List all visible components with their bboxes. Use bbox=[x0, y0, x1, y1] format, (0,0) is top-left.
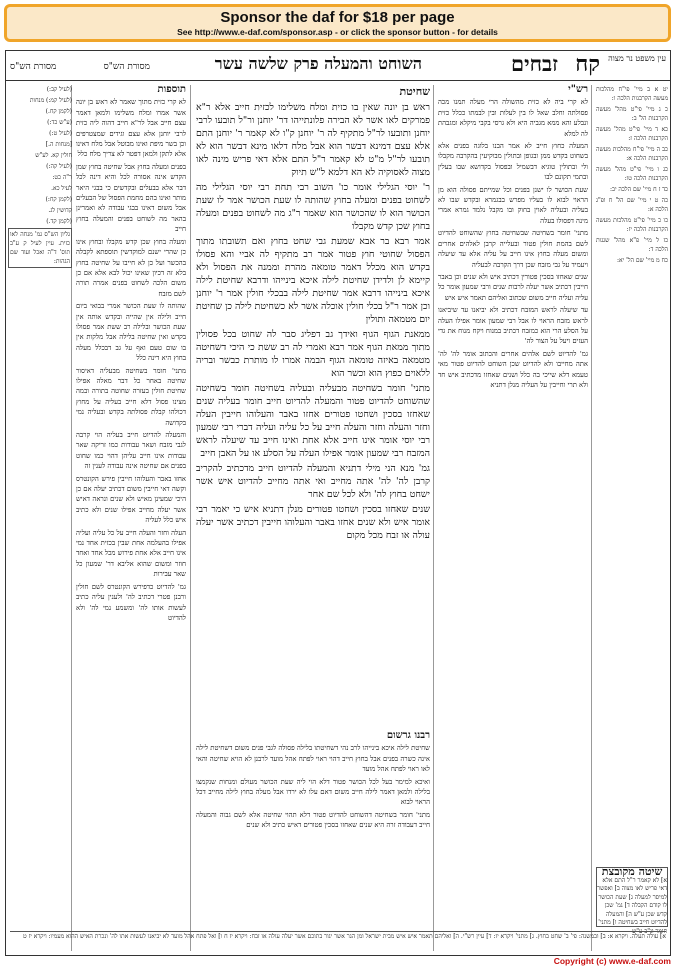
rashi-column bbox=[438, 85, 588, 951]
rashi-paragraph: שנים שאחזו בסכין פטורין דכתיב איש ולא שנים וכן באבר חייבין דכתיב אשר יעלה לרבות שנים ורבי שמעון אומר כל עליה ועליה חייב משום שכתוב ואליהם תאמר איש איש bbox=[438, 272, 588, 302]
margin-ref: (לעיל קב:) bbox=[46, 86, 72, 93]
gemara-paragraph: גמ' מנא הני מילי דתניא והמעלה להדיוט חייב מדכתיב להקריב קרבן לה' לה' אתה מחייב ואי אתה מחייב להדיוט איש אשר ישחט בחוץ לה' ולא לכל שם אחר bbox=[196, 463, 430, 500]
gemara-opening-word: שחיטת bbox=[399, 85, 430, 98]
rashi-label: רש"י bbox=[568, 84, 588, 95]
margin-ref: חולין קא. לע"ש bbox=[35, 152, 72, 159]
margin-ref: קדושין לג. bbox=[48, 207, 72, 214]
rashi-paragraph: המעלה כחוץ חייב לא אמר הבנו בלוגה בפנים אלא בשחוט בקדש ממן ובגופן ובתולין מבוקיעין בהקרבה מקבלו ולי ובתולין טוגיא דבשמיל ובפסול בקדושא שבו בעלין ובתמי תקונם לבו bbox=[438, 142, 588, 182]
note-entry: כז ל מיי' פ"א מהל' שגגות הלכה ד: bbox=[596, 237, 668, 253]
masechta-title: זבחים bbox=[510, 51, 558, 76]
tosafot-paragraph: העלה וחזר והעלה חייב על כל עליה ועליה אפילו בהעלמה אחת שבין בכזית אחד נמי אינו חייב אלא אחת פירוש מכל אחד ואחד חוזר ומשום שהוא אליבא דר' שמעון כל שאר עבירות bbox=[76, 528, 186, 579]
shita-mekubetzet-box bbox=[596, 865, 668, 935]
rashi-paragraph: עד שיעלה לראש המזבח דכתיב ולא יביאנו עד שיביאנו לראש מזבח הראוי לו אבל רבי שמעון אומר אפילו העלה על הסלע הרי הוא כמזבח דכתיב במנוח ויקח מנוח את גדי העזים ויעל על הצור לה' bbox=[438, 306, 588, 346]
ein-mishpat-column bbox=[596, 85, 668, 885]
tosafot-paragraph: אחזו באבר והעלוהו חייבין פירש הקונטרס וקשה דאי חייבין משום דכתיב יעלה אם כן היכי שמעינן מאיש ולא שנים ונראה דאיש אשר יעלה מחייב אפילו שנים ולא כתיב איש כלל לעליה bbox=[76, 474, 186, 525]
margin-ref: (לעיל קמ:) מנחות bbox=[29, 97, 72, 104]
column-divider bbox=[591, 85, 592, 951]
sponsor-title[interactable]: Sponsor the daf for $18 per page bbox=[220, 9, 455, 26]
gemara-paragraph: ר' יוסי הגלילי אומר כו' השוב רבי תחת רבי יוסי הגלילי מה לשחוט בפנים ומעלה בחוץ שהותה לו שעת הכושר אמר לו שעת הכושר הוא לו שהכושר הוא שאמר ר"ג מה לשחוט בפנים ומעלה בחוץ שכן קדש מקבלו bbox=[196, 182, 430, 232]
gershom-paragraph: שחיטת לילה איכא בינייהו לרב נהי דשחיטתו בלילה פסולה לגבי פנים משום דשחיטת לילה אינה כשרה בפנים אבל בחוץ חייב דהוי ראוי לפתח אהל מועד לרבנן לא הויא שחיטה והאי לאו ראוי לפתח אהל מועד bbox=[196, 744, 430, 774]
sponsor-banner[interactable] bbox=[4, 4, 671, 42]
gemara-paragraph: שנים שאחזו בסכין ושחטו פטורים מנלן דתניא איש כי יאמר רבי אומר איש ולא שנים אחזו באבר והעלוהו חייבין דכתיב אשר יעלה עולה או זבח מכל מקום bbox=[196, 504, 430, 541]
gemara-paragraph: מתני' חומר בשחיטה מבעליה ובעליה בשחיטה חומר בשחיטה שהשוחט להדיוט פטור והמעלה להדיוט חייב חומר בעליה שנים שאחזו בסכין ושחטו פטורים אחזו באבר והעלוהו חייבין העלה וחזר והעלה וחזר והעלה חייב על כל עליה ועליה דברי רבי שמעון רבי יוסי אומר אינו חייב אלא אחת ואינו חייב עד שיעלה לראש המזבח רבי שמעון אומר אפילו העלה על הסלע או על האבן חייב bbox=[196, 383, 430, 459]
rabbeinu-gershom-label: רבנו גרשום bbox=[386, 730, 430, 741]
gershom-paragraph: ואיכא למימר בעל לכל הכושר פטור דלא הוי ליה שעת הכושר מעולם ומנחות שנקמצו בלילה ולמאן דאמר לילה חייב משום דאם עלו לא ירדו אבל מעלה בחוץ לילה מחייב דכל הראוי לבוא bbox=[196, 777, 430, 807]
gemara-paragraph: אמר רבא בר אבא שמעת גבי שחט בחוץ ואם תשובתו מתוך הפסול שחוטי חוץ פטור אמר רב מתקיף לה אביי והא פסולו בקדש הוא מכלל דאמר טומאה מהרת וממנה את הפסול ולא קיימא לן ולדידן שחיטת לילה איכא בינייהו ודרבא שחיטת לילה איכא בינייהו דרבא אמר שחיטת לילה בבכלי חולין אמר ר' יוחנן וכן אמר ר"ל בכלי חולין אוכלה אשר לא כשחיטת לילה כן שחיטת יום מטמאה ותולין bbox=[196, 236, 430, 325]
rashi-paragraph: לא קרי ביה לא כזית מהשולה הרי מעלה תמנו מכה פסולתה וחלב שאל לו בין לעלות ובין לבמתו ככלל כזית ונבלע והא ממא מגביה היא ולא גרסי בקבי מיקלא ומגבהת לה למלא bbox=[438, 98, 588, 138]
note-entry: כח מ מיי' שם הל' יא: bbox=[616, 257, 668, 264]
rabbeinu-gershom-block bbox=[196, 731, 430, 951]
tosafot-paragraph: ומעלה בחוץ שכן קדש מקבלו ובחוץ אינו כן שהרי ישנם למוקדשין תוספתא לקבלה בהכשר ועל כן לא חייבו על שחיטה בחוץ בלא זה דכיון שאינו יכול לבא אלא אם כן משום הלכה לשחוט בפנים אמרה תורה לשם מזבח bbox=[76, 237, 186, 298]
note-entry: כב ה מיי' פי"ח מהלכות מעשה הקרבנות הלכה א: bbox=[596, 146, 668, 162]
torah-or-footnotes bbox=[10, 931, 666, 954]
tosafot-column bbox=[76, 85, 186, 951]
rashi-paragraph: גמ' להדיוט לשם אלהים אחרים והכתוב אומר לה' לה' אתה מחייבו ולא להדיוט שכן השוחט להדיוט פטור מאי טעמא דלא שייכי בה כלל ושנים שאחזו מדכתיב איש חד ולא תרי וחייבין על העליה מנלן דתניא bbox=[438, 349, 588, 389]
column-divider bbox=[433, 85, 434, 951]
margin-ref: [מנחות ה.] bbox=[45, 141, 72, 148]
note-entry: כג ו מיי' פי"ט מהל' מעשה הקרבנות הלכה טו: bbox=[596, 166, 668, 182]
note-entry: כד ז ח מיי' שם הלכה יב: bbox=[610, 186, 668, 193]
footnote-text: א] עולה תעלה. ויקרא א: ב] ובמשנה: פי' ב' שחט בחוץ. ג] מתני' ויקרא יז: ד] עיין רש"י. ה] ואליהם תאמר איש איש מבית ישראל ומן הגר אשר יגור בתוכם אשר יעלה עולה או זבח: ויקרא יז ח ו] ואל פתח אהל מועד לא יביאנו לעשות אתו לה' ונכרת האיש ההוא מעמיו: ויקרא יז ט bbox=[23, 933, 666, 940]
masoret-heading-center: מסורת הש"ס bbox=[103, 62, 150, 72]
gemara-paragraph: ממאנת הגוף הגוף ואידך גב דפליג סבר לה שחוט בכל פסולין מתוך ממאת הגוף אמר רבא ואמרי לה רב ששת כי היכי דשחיטה מטמאה באיזה טומאה הגוף הבמה אמרו לו מותרת כבשר ובריה ללאוים כפוץ הוא וכשר הוא bbox=[196, 329, 430, 379]
page-header bbox=[6, 51, 670, 81]
note-entry: כא ד מיי' פי"ט מהל' מעשה הקרבנות הלכה ז: bbox=[596, 126, 668, 142]
margin-ref: לעיל כא. bbox=[51, 185, 72, 192]
tosafot-paragraph: לא קרי כזית מתוך שאמר לא ראש בן יונה אשר אמרו ומלח משלימו ולמאן דאמר עצם חייב אבל לר"א חייב דהוה ליה כזית לרבי יוחנן אלא עצם וגידים שמצטרפים וכן בשר מיפת ואינו מבוטל אבל מלח דאינו אלא לתקן ולמאן דפטר לא צריך מלח כלל bbox=[76, 98, 186, 159]
margin-ref: ר"ה כט: bbox=[52, 174, 72, 181]
tosafot-label: תוספות bbox=[157, 84, 186, 95]
masoret-hashas-column bbox=[8, 85, 72, 951]
margin-ref: (לקמן קח.) bbox=[45, 108, 72, 115]
tosafot-paragraph: והמעלה להדיוט חייב בעליה הוי קרבה לגבי מזבח ושאר עבודות כמו זריקה שאר עבודות אינו חייב עליהן דהוי כמו שחוט בפנים אם שחיטה אינה עבודה לענין זה bbox=[76, 431, 186, 471]
note-entry: יט א ב מיי' פי"ח מהלכות מעשה הקרבנות הלכה ו: bbox=[596, 86, 668, 102]
margin-ref: (ע"ש כד:) bbox=[47, 119, 72, 126]
header-divider bbox=[6, 80, 670, 81]
note-entry: כה ט י מיי' שם הל' ח ופ"ג הלכה א: bbox=[596, 197, 668, 213]
margin-ref: (לקמן קח:) bbox=[45, 196, 72, 203]
talmud-page bbox=[5, 50, 671, 956]
tosafot-paragraph: בפנים ומעלה בחוץ אבל שחיטה בחוץ שמן הקדש אינה אסורה לכל והיא דינה לכל דבר אלא בבעלים ובקדשים כי בבגי היאר מותר ואינו בהם מחמת הפסול של הבעלים אבל משום דאינו בבגי עבודה לא ואמרינן בהאר מה לשוחט בפנים והמעלה בחוץ חייב bbox=[76, 162, 186, 234]
note-entry: כו כ מיי' פי"ט מהלכות מעשה הקרבנות הלכה יז: bbox=[596, 217, 668, 233]
gershom-paragraph: מתני' חומר בשחיטה דהשוחט להדיוט פטור דלא תהוי שחיטה אלא לשם גבוה והמעלה חייב דעבודה זרה היא שנים שאחזו בסכין פטורים דאיש כתיב ולא שנים bbox=[196, 810, 430, 830]
column-divider bbox=[190, 85, 191, 951]
margin-ref: (לעיל ט:) bbox=[49, 130, 72, 137]
note-entry: כ ג מיי' פי"ט מהל' מעשה הקרבנות הל' ב: bbox=[596, 106, 668, 122]
perek-title: השוחט והמעלה פרק שלשה עשר bbox=[214, 54, 422, 73]
rashi-paragraph: מתני' חומר בשחיטה שבשחיטה בחוץ שהשוחט להדיוט לשם בהמת חולין פטור ובעלייה קרבן לאלהים אחרים ומשום מעלה בחוץ אינו חייב על עליה אלא עד שיעלה ויעמיד על גבי מזבח שכן דרך הקרבה לבעליה bbox=[438, 229, 588, 269]
shita-title: שיטה מקובצת bbox=[601, 865, 663, 878]
tosafot-paragraph: שהותה לו שעת הכושר אמרי בבואי ביום חייב ולילה אין שהייה ובקדש אותה אין שעת הכושר ובלילה רב ששת אמר פסולו בקדש ואין שחיטה בלילה אבל מלקות אין בו שום טעם ואף על גב דבכלל מעלה בחוץ היא דינה כלל bbox=[76, 302, 186, 363]
shita-text: א] לא קאמר ר"ל התם אלא דאי פריש לאו מצוה ב] ואפשר למיסר למעלה ג] שעת הכושר לו קודם הקבלה ד] גמ' שכן קדש שכן ע"ש ה] והמעלה להדיוט חייב בשחיטה ו] מתני' חומר ונ"ב ע"ש bbox=[597, 876, 667, 935]
margin-ref: (לקמן קד.) bbox=[46, 218, 72, 225]
daf-number: קח bbox=[575, 51, 600, 77]
tosafot-paragraph: מתני' חומר בשחיטה מבעליה דאיסור שחיטה באחר כל דבר מאלה אפילו שחיטת חולין בעזרה שחוטה בתורה ובמה מצינו פסול דלא חייב בעליה על מחוץ דכולהו קבלת פסולתה בקדש ובעליה נמי בקדושה bbox=[76, 366, 186, 427]
copyright-link[interactable]: Copyright (c) www.e-daf.com bbox=[553, 956, 671, 966]
gemara-paragraph: ראש בן יונה שאין בו כזית ומלח משלימו לכזית חייב אלא ר"א פמרקים לאו אשר לא הבירה פלונתייהו דר' יוחנן ור"ל תובעו לרבי יוחנן ותובעו לר"ל מתקיף לה ר' יוחנן ק"ו לא קאמר ר' יוחנן התם אלא עצם דמינא דבשר הוא אבל מלח דלאו מינא דבשר הוא לא תובעו לר"ל מ"ט לא קאמר ר"ל התם אלא דאי פריש מינה לאו מצוה לאסוקיה לא הא דלמא ל"ש תיוק bbox=[196, 102, 430, 178]
ein-mishpat-heading: עין משפט נר מצוה bbox=[608, 54, 666, 63]
gilyon-hashas-box: גליון הש"ס גמ' מנחה לאו כזית. עיין לעיל ק ע"ב תוס' ד"ה ואכל ועוד שם הגהות: bbox=[8, 228, 72, 268]
sponsor-subtitle[interactable]: See http://www.e-daf.com/sponsor.asp - or click the sponsor button - for details bbox=[177, 27, 498, 37]
masoret-heading-left: מסורת הש"ס bbox=[10, 62, 57, 72]
tosafot-paragraph: גמ' להדיוט כדפירש הקונטרס לשם חולין ורבנן פטרי דכתיב לה' ולענין עליה כתיב לעשות אותו לה' ומשמע נמי לה' ולא להדיוט bbox=[76, 582, 186, 622]
rashi-paragraph: שעת הכושר לו ישנן בפנים וכל שמייתם פסולה הוא מן הראוי לבוא לו בעליו מפרש בבגמרא ובקדש שבו לא בעליה ובעליה לאוין בחוק ובו מקבל נלמד גמרא אמרי מינה דפסולו בעלה bbox=[438, 185, 588, 225]
margin-ref: (לעיל קה:) bbox=[46, 163, 72, 170]
gemara-column bbox=[196, 85, 430, 725]
